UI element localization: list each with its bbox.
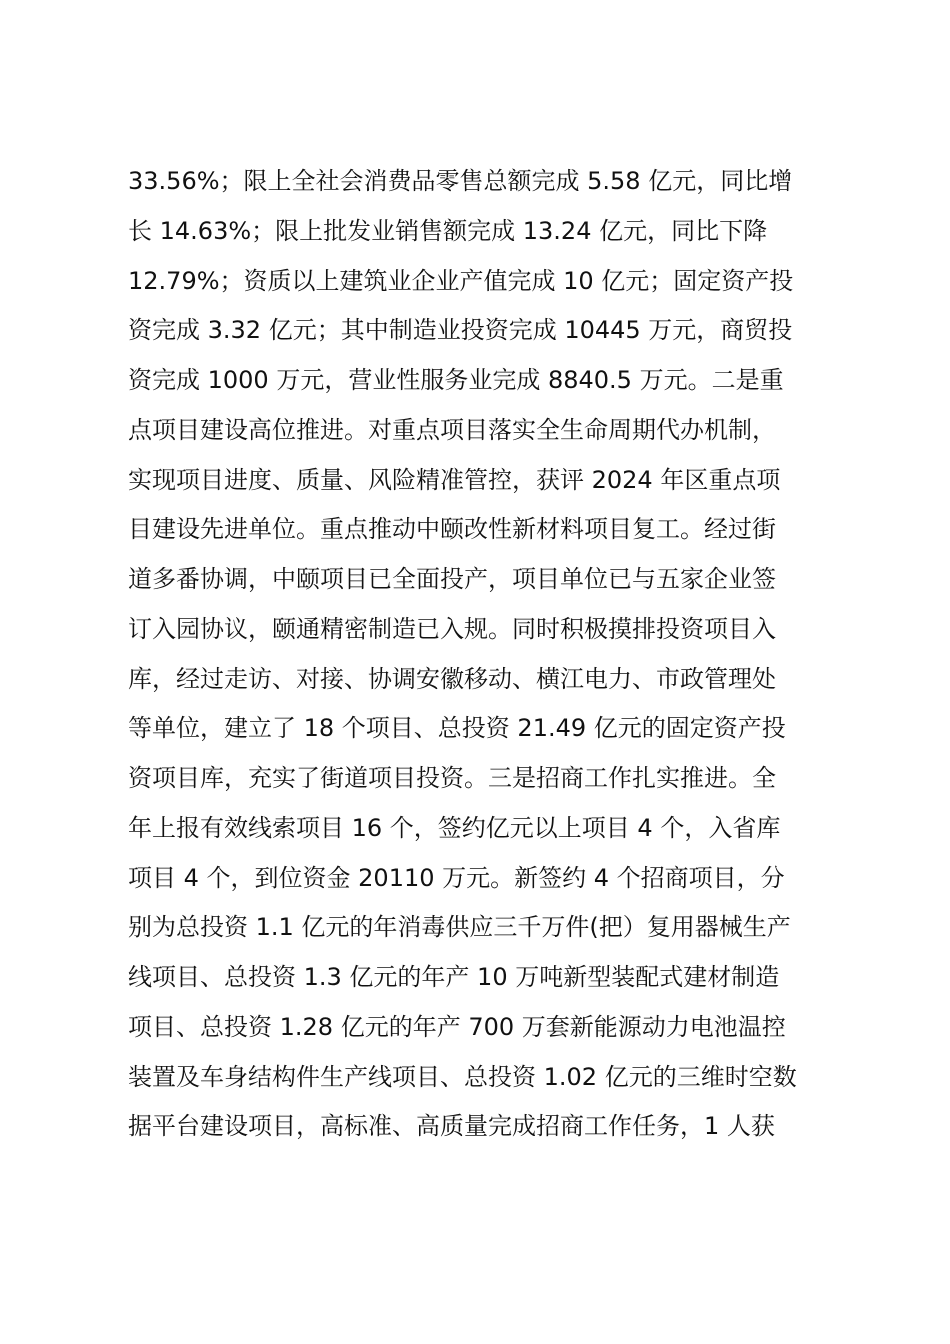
text-line: 目建设先进单位。重点推动中颐改性新材料项目复工。经过街 (128, 515, 776, 544)
text-line: 长 14.63%；限上批发业销售额完成 13.24 亿元，同比下降 (128, 216, 768, 245)
body-paragraph (128, 157, 848, 1152)
text-line: 等单位，建立了 18 个项目、总投资 21.49 亿元的固定资产投 (128, 714, 786, 743)
text-line: 据平台建设项目，高标准、高质量完成招商工作任务，1 人获 (128, 1112, 775, 1141)
text-line: 别为总投资 1.1 亿元的年消毒供应三千万件(把）复用器械生产 (128, 913, 791, 942)
text-line: 资完成 1000 万元，营业性服务业完成 8840.5 万元。二是重 (128, 366, 784, 394)
text-line: 资完成 3.32 亿元；其中制造业投资完成 10445 万元，商贸投 (128, 316, 793, 345)
text-line: 33.56%；限上全社会消费品零售总额完成 5.58 亿元，同比增 (128, 167, 793, 195)
text-line: 订入园协议，颐通精密制造已入规。同时积极摸排投资项目入 (128, 614, 776, 643)
text-line: 12.79%；资质以上建筑业企业产值完成 10 亿元；固定资产投 (128, 266, 794, 295)
text-line: 项目 4 个，到位资金 20110 万元。新签约 4 个招商项目，分 (128, 863, 785, 892)
text-line: 线项目、总投资 1.3 亿元的年产 10 万吨新型装配式建材制造 (128, 963, 780, 991)
text-line: 装置及车身结构件生产线项目、总投资 1.02 亿元的三维时空数 (128, 1062, 797, 1091)
text-line: 道多番协调，中颐项目已全面投产，项目单位已与五家企业签 (128, 565, 776, 593)
text-line: 年上报有效线索项目 16 个，签约亿元以上项目 4 个，入省库 (128, 813, 781, 842)
text-line: 库，经过走访、对接、协调安徽移动、横江电力、市政管理处 (128, 664, 776, 693)
text-line: 项目、总投资 1.28 亿元的年产 700 万套新能源动力电池温控 (128, 1012, 786, 1041)
text-line: 资项目库，充实了街道项目投资。三是招商工作扎实推进。全 (128, 764, 776, 792)
text-line: 实现项目进度、质量、风险精准管控，获评 2024 年区重点项 (128, 465, 781, 494)
text-line: 点项目建设高位推进。对重点项目落实全生命周期代办机制， (128, 415, 776, 444)
